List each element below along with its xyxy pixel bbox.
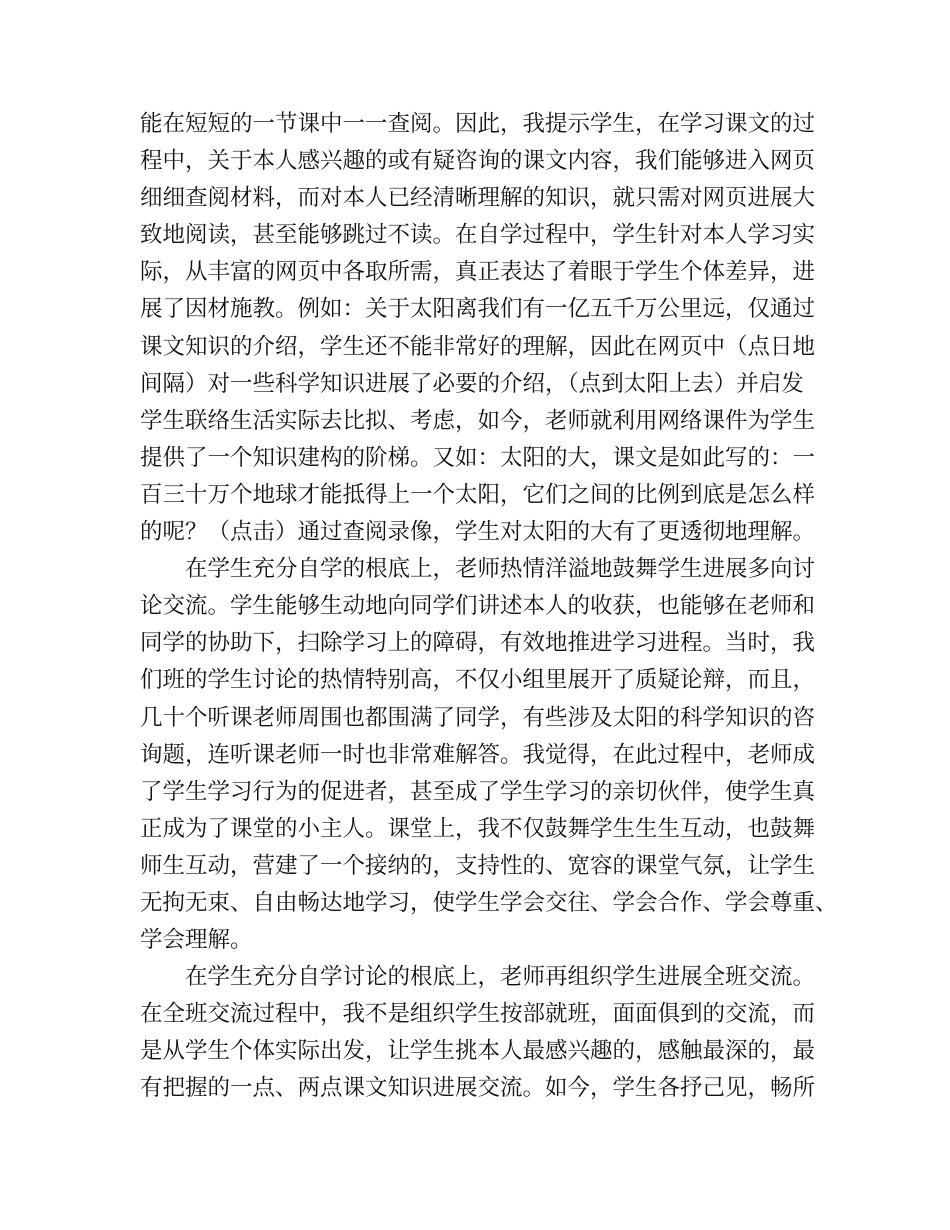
text-line: 几十个听课老师周围也都围满了同学，有些涉及太阳的科学知识的咨 [140, 704, 816, 731]
text-line: 是从学生个体实际出发，让学生挑本人最感兴趣的，感触最深的，最 [140, 1038, 816, 1065]
text-line: 同学的协助下，扫除学习上的障碍，有效地推进学习进程。当时，我 [140, 630, 816, 657]
text-line: 的呢？（点击）通过查阅录像，学生对太阳的大有了更透彻地理解。 [140, 519, 816, 546]
text-line: 在全班交流过程中，我不是组织学生按部就班，面面俱到的交流，而 [140, 1001, 816, 1028]
text-line: 正成为了课堂的小主人。课堂上，我不仅鼓舞学生生生互动，也鼓舞 [140, 815, 816, 842]
text-line: 展了因材施教。例如：关于太阳离我们有一亿五千万公里远，仅通过 [140, 296, 816, 323]
text-line: 论交流。学生能够生动地向同学们讲述本人的收获，也能够在老师和 [140, 593, 816, 620]
text-line: 细细查阅材料，而对本人已经清晰理解的知识，就只需对网页进展大 [140, 185, 816, 212]
text-line: 了学生学习行为的促进者，甚至成了学生学习的亲切伙伴，使学生真 [140, 778, 816, 805]
text-line: 课文知识的介绍，学生还不能非常好的理解，因此在网页中（点日地 [140, 333, 816, 360]
text-line: 能在短短的一节课中一一查阅。因此，我提示学生，在学习课文的过 [140, 111, 816, 137]
text-line: 师生互动，营建了一个接纳的，支持性的、宽容的课堂气氛，让学生 [140, 852, 816, 879]
text-line: 百三十万个地球才能抵得上一个太阳，它们之间的比例到底是怎么样 [140, 481, 816, 508]
text-line: 有把握的一点、两点课文知识进展交流。如今，学生各抒己见，畅所 [140, 1075, 816, 1102]
text-line: 际，从丰富的网页中各取所需，真正表达了着眼于学生个体差异，进 [140, 259, 816, 286]
document-body [140, 106, 840, 1108]
text-line: 间隔）对一些科学知识进展了必要的介绍，（点到太阳上去）并启发 [140, 370, 804, 397]
text-line: 无拘无束、自由畅达地学习，使学生学会交往、学会合作、学会尊重、 [140, 889, 838, 916]
text-line: 学生联络生活实际去比拟、考虑，如今，老师就利用网络课件为学生 [140, 407, 816, 434]
text-line: 程中，关于本人感兴趣的或有疑咨询的课文内容，我们能够进入网页 [140, 148, 816, 175]
text-line: 提供了一个知识建构的阶梯。又如：太阳的大，课文是如此写的：一 [140, 444, 816, 471]
text-line: 学会理解。 [140, 927, 253, 954]
text-line: 致地阅读，甚至能够跳过不读。在自学过程中，学生针对本人学习实 [140, 222, 816, 249]
text-line: 询题，连听课老师一时也非常难解答。我觉得，在此过程中，老师成 [140, 741, 816, 768]
text-line: 们班的学生讨论的热情特别高，不仅小组里展开了质疑论辩，而且， [140, 667, 816, 694]
paragraph-first-line: 在学生充分自学讨论的根底上，老师再组织学生进展全班交流。 [185, 964, 816, 991]
paragraph-first-line: 在学生充分自学的根底上，老师热情洋溢地鼓舞学生进展多向讨 [185, 556, 816, 583]
